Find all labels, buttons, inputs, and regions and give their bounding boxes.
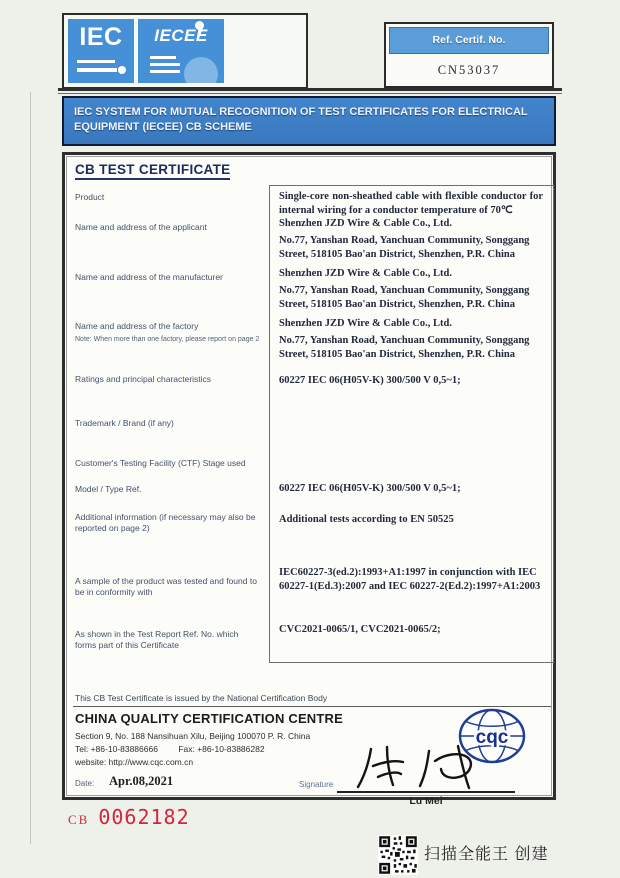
- issued-statement: This CB Test Certificate is issued by the National Certification Body: [75, 693, 328, 703]
- field-label-trademark: Trademark / Brand (if any): [75, 418, 174, 428]
- date-value: Apr.08,2021: [109, 774, 174, 788]
- signature-line: [337, 791, 515, 793]
- issuer-address: Section 9, No. 188 Nansihuan Xilu, Beijing 100070 P. R. China: [75, 731, 311, 741]
- header-divider-thin: [58, 93, 562, 94]
- field-label-manufacturer: Name and address of the manufacturer: [75, 272, 223, 282]
- cqc-logo-icon: [457, 707, 527, 770]
- issuer-website: website: http://www.cqc.com.cn: [75, 757, 194, 767]
- certificate-title: CB TEST CERTIFICATE: [75, 162, 230, 180]
- field-value-ratings: 60227 IEC 06(H05V-K) 300/500 V 0,5~1;: [279, 375, 461, 386]
- applicant-name: Shenzhen JZD Wire & Cable Co., Ltd.: [279, 218, 452, 229]
- field-value-sample: IEC60227-3(ed.2):1993+A1:1997 in conjunction with IEC 60227-1(Ed.3):2007 and IEC 60227-2(Ed.2):1997+A1:2003: [279, 567, 541, 592]
- ref-certif-label: Ref. Certif. No.: [389, 27, 549, 54]
- factory-address: No.77, Yanshan Road, Yanchuan Community, Songgang Street, 518105 Bao'an District, Shenzhen, P.R. China: [279, 334, 530, 360]
- iecee-globe-line: [150, 56, 176, 59]
- field-label-ctf: Customer's Testing Facility (CTF) Stage used: [75, 458, 246, 468]
- applicant-address: No.77, Yanshan Road, Yanchuan Community, Songgang Street, 518105 Bao'an District, Shenzhen, P.R. China: [279, 234, 530, 260]
- signature-label: Signature: [299, 780, 334, 789]
- ref-certif-box: [384, 22, 554, 88]
- scan-edge-line: [30, 92, 31, 844]
- field-note-factory: Note: When more than one factory, please report on page 2: [75, 336, 260, 343]
- field-label-additional: Additional information (if necessary may also be reported on page 2): [75, 512, 256, 534]
- field-label-applicant: Name and address of the applicant: [75, 222, 207, 232]
- field-value-manufacturer: [279, 267, 543, 312]
- cb-serial-number: 0062182: [98, 805, 190, 829]
- iecee-globe-icon: [184, 57, 218, 83]
- field-label-sample: A sample of the product was tested and found to be in conformity with: [75, 576, 257, 598]
- field-label-product: Product: [75, 192, 105, 202]
- issuer-fax: Fax: +86-10-83886282: [178, 744, 265, 754]
- signer-name: Lu Mei: [409, 795, 443, 807]
- factory-name: Shenzhen JZD Wire & Cable Co., Ltd.: [279, 318, 452, 329]
- manufacturer-address: No.77, Yanshan Road, Yanchuan Community, Songgang Street, 518105 Bao'an District, Shenzhen, P.R. China: [279, 284, 530, 310]
- field-value-additional: Additional tests according to EN 50525: [279, 514, 454, 525]
- logo-strip: [62, 13, 308, 89]
- field-label-test-report: As shown in the Test Report Ref. No. which forms part of this Certificate: [75, 629, 239, 651]
- iec-logo: [68, 19, 134, 83]
- iec-logo-text: IEC: [79, 23, 123, 51]
- field-label-model: Model / Type Ref.: [75, 484, 142, 494]
- iec-logo-bar: [77, 68, 117, 72]
- svg-text:cqc: cqc: [475, 727, 509, 748]
- iecee-globe-line: [150, 63, 180, 66]
- field-value-test-report: CVC2021-0065/1, CVC2021-0065/2;: [279, 624, 441, 635]
- field-value-product: Single-core non-sheathed cable with flexible conductor for internal wiring for a conductor temperature of 70℃: [279, 191, 543, 216]
- date-label: Date:: [75, 779, 95, 788]
- scheme-banner: IEC SYSTEM FOR MUTUAL RECOGNITION OF TEST CERTIFICATES FOR ELECTRICAL EQUIPMENT (IECEE) CB SCHEME: [62, 96, 556, 146]
- iec-logo-dot: [118, 66, 126, 74]
- iecee-globe-line: [150, 70, 180, 73]
- iecee-logo: [138, 19, 224, 83]
- iecee-logo-text: IECEE: [154, 26, 208, 45]
- certificate-body: [62, 152, 556, 807]
- field-value-factory: [279, 317, 543, 362]
- field-value-model: 60227 IEC 06(H05V-K) 300/500 V 0,5~1;: [279, 483, 461, 494]
- qr-code-icon: [378, 835, 418, 878]
- iec-logo-bar: [77, 60, 115, 63]
- cb-serial: [68, 805, 190, 829]
- issuer-tel: Tel: +86-10-83886666: [75, 744, 158, 754]
- cb-serial-prefix: CB: [68, 812, 90, 827]
- issuer-contact: [75, 744, 265, 754]
- header-divider: [58, 88, 562, 91]
- field-label-factory: Name and address of the factory: [75, 321, 199, 331]
- camscanner-watermark: 扫描全能王 创建: [424, 846, 549, 863]
- ref-certif-number: CN53037: [437, 63, 501, 77]
- field-label-ratings: Ratings and principal characteristics: [75, 374, 212, 384]
- values-box: [269, 185, 554, 663]
- manufacturer-name: Shenzhen JZD Wire & Cable Co., Ltd.: [279, 268, 452, 279]
- issuer-name: CHINA QUALITY CERTIFICATION CENTRE: [75, 711, 343, 726]
- field-value-applicant: [279, 217, 543, 262]
